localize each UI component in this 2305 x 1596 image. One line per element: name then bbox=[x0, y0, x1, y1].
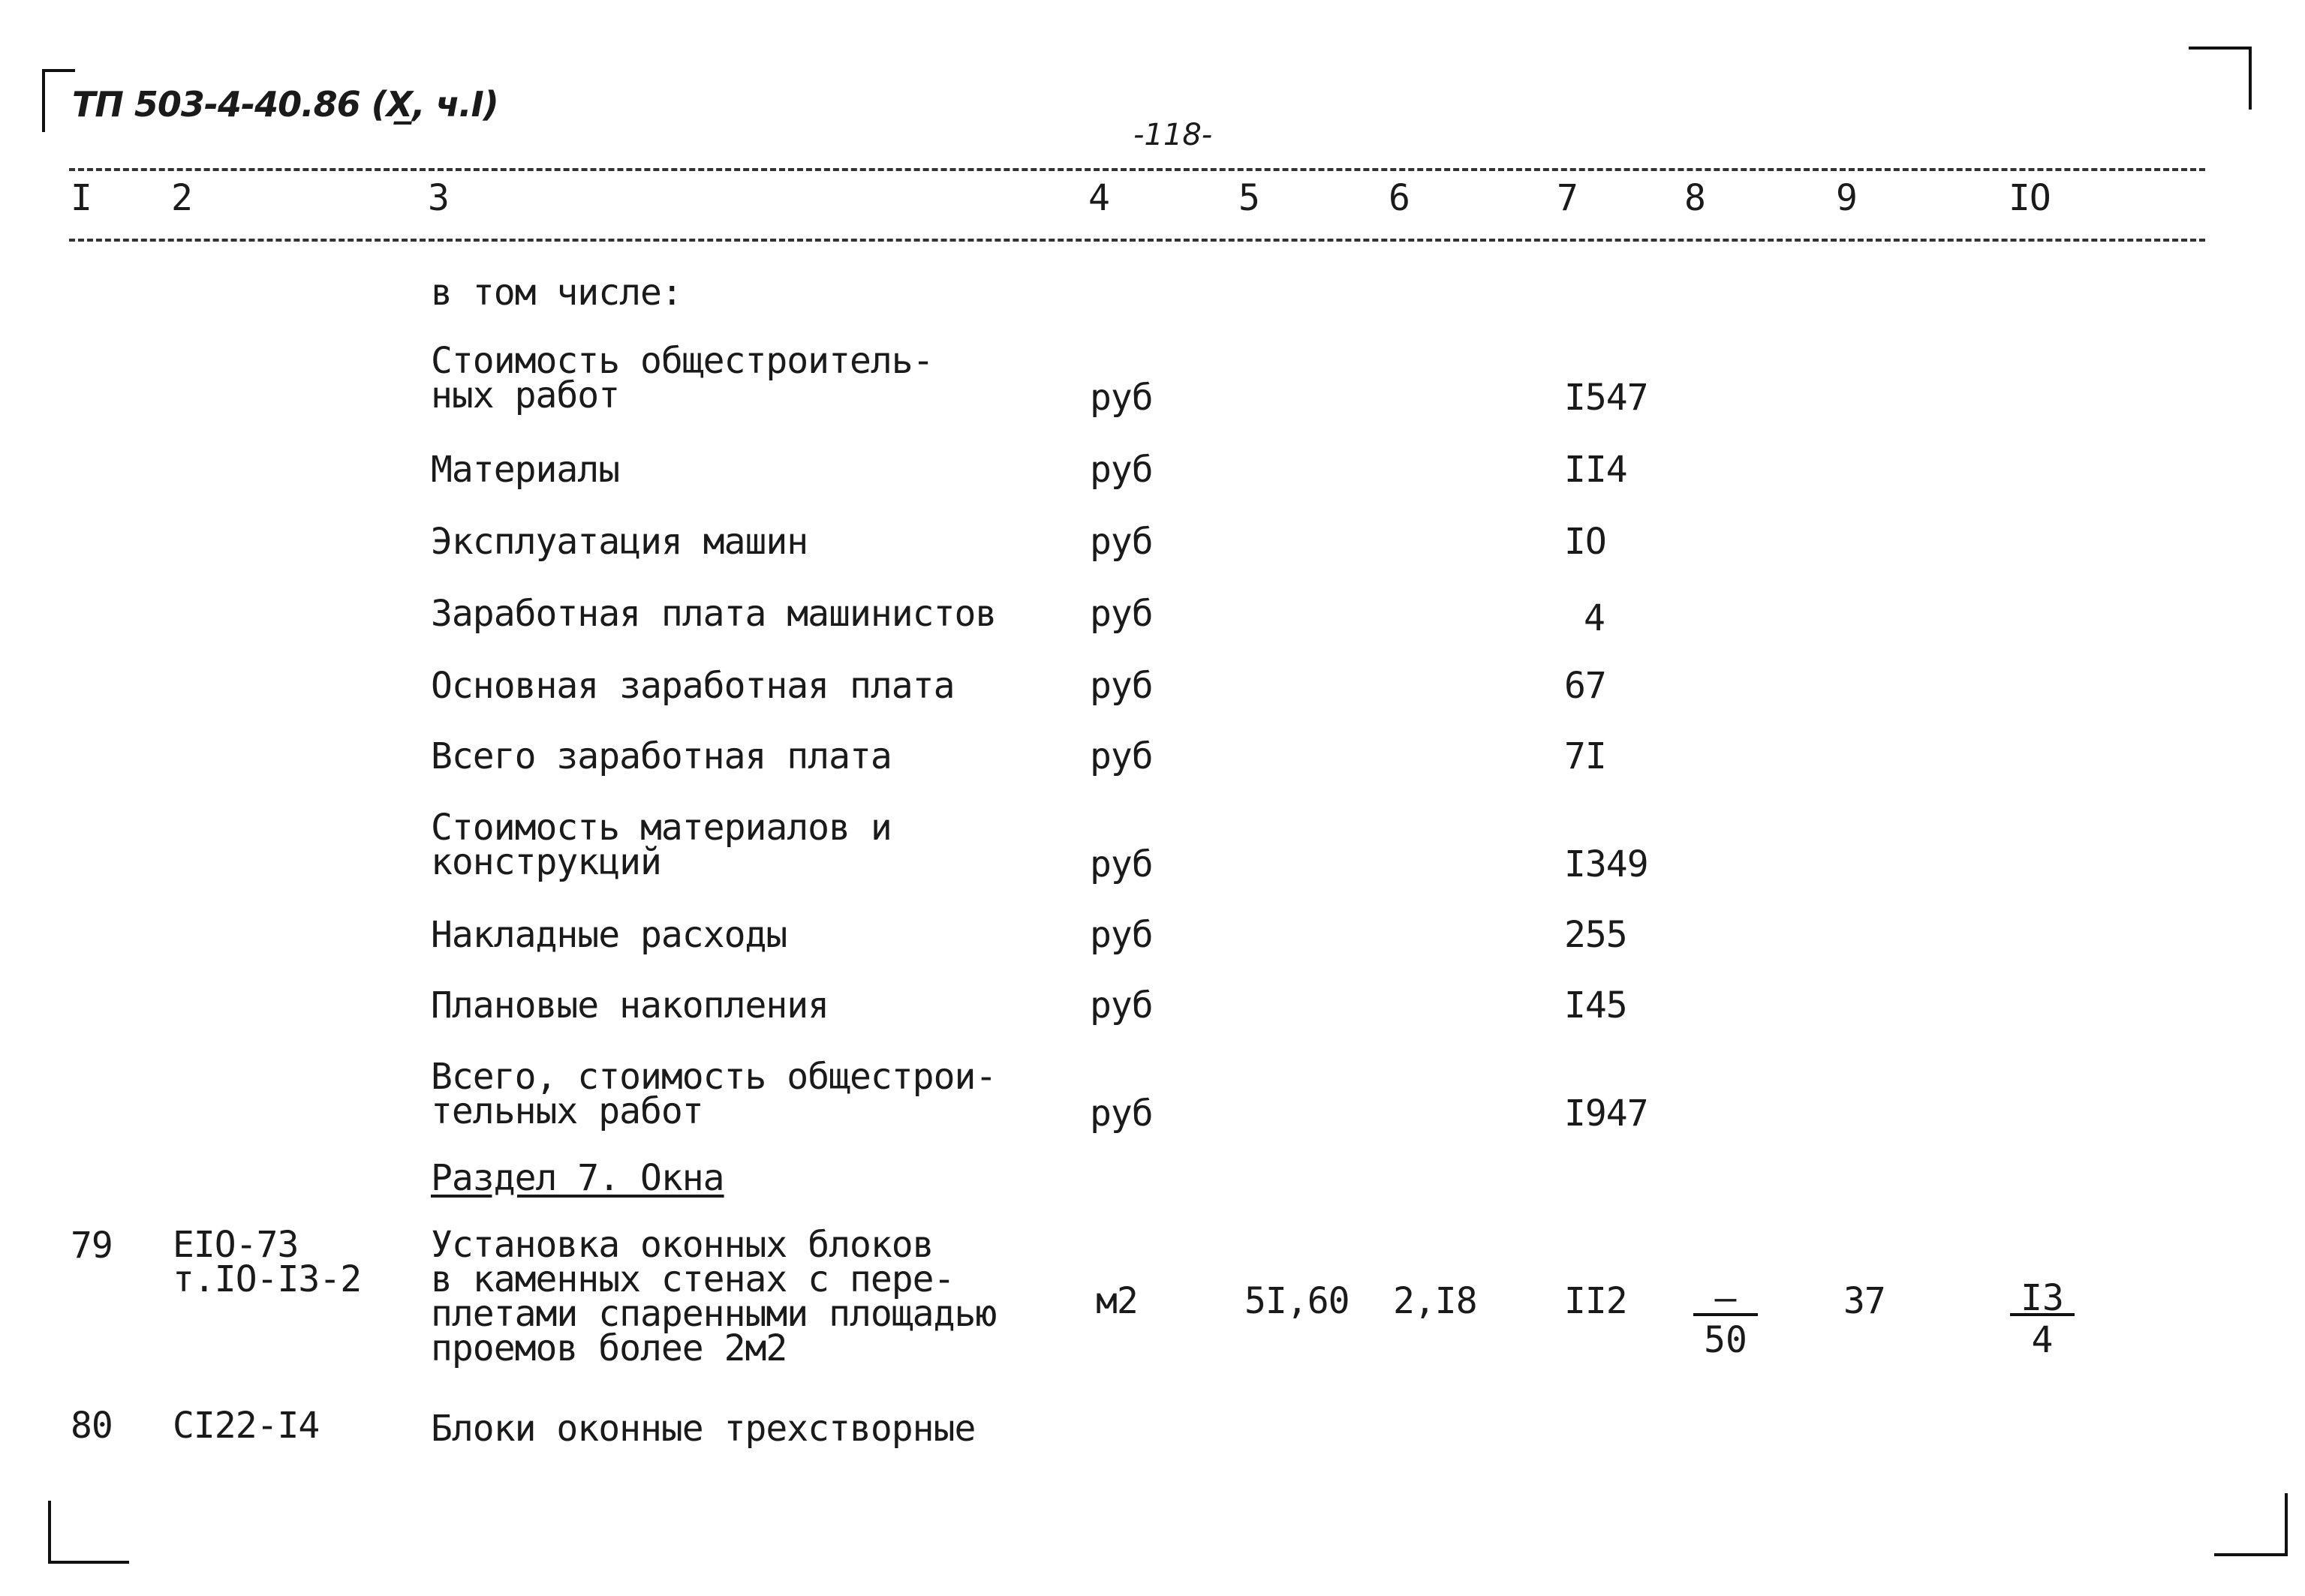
subtotal-row-value: I349 bbox=[1564, 843, 1648, 885]
frame-corner-top-left bbox=[42, 69, 75, 132]
item-col6: 2,I8 bbox=[1393, 1280, 1477, 1322]
item-code: ЕIO-73 т.IO-I3-2 bbox=[173, 1224, 362, 1300]
subtotal-row-unit: руб bbox=[1090, 521, 1153, 563]
frame-corner-bottom-left bbox=[48, 1501, 129, 1564]
subtotal-row-value: I947 bbox=[1564, 1093, 1648, 1135]
subtotal-row-value: I45 bbox=[1564, 984, 1627, 1026]
column-header-4: 4 bbox=[1088, 177, 1109, 219]
frame-corner-top-right bbox=[2189, 47, 2252, 110]
subtotal-row-name: Стоимость материалов и конструкций bbox=[431, 807, 892, 883]
item-number: 80 bbox=[71, 1405, 113, 1447]
subtotal-row-value: IO bbox=[1564, 521, 1606, 563]
item-col9: 37 bbox=[1843, 1280, 1885, 1322]
subtotal-row-value: 7I bbox=[1564, 735, 1606, 777]
column-header-3: 3 bbox=[428, 177, 449, 219]
subtotal-row-name: Материалы bbox=[431, 449, 620, 491]
subtotal-row-unit: руб bbox=[1090, 1093, 1153, 1135]
subtotal-row-name: Всего, стоимость общестрои- тельных работ bbox=[431, 1056, 997, 1132]
column-header-6: 6 bbox=[1389, 177, 1410, 219]
item-col10-denominator: 4 bbox=[2031, 1319, 2054, 1361]
subtotal-row-value: I547 bbox=[1564, 377, 1648, 419]
subtotal-row-name: Эксплуатация машин bbox=[431, 521, 808, 563]
subtotal-row-name: Плановые накопления bbox=[431, 984, 829, 1026]
subtotal-row-unit: руб bbox=[1090, 593, 1153, 635]
page-number: -118- bbox=[1133, 118, 1213, 152]
header-rule-top bbox=[69, 168, 2205, 171]
subtotal-row-name: Накладные расходы bbox=[431, 914, 787, 956]
subtotal-row-unit: руб bbox=[1090, 735, 1153, 777]
subtotal-row-name: Стоимость общестроитель- ных работ bbox=[431, 340, 934, 416]
subtotal-row-unit: руб bbox=[1090, 914, 1153, 956]
column-header-5: 5 bbox=[1238, 177, 1259, 219]
subtotal-row-unit: руб bbox=[1090, 377, 1153, 419]
frame-corner-bottom-right bbox=[2214, 1493, 2288, 1556]
column-header-9: 9 bbox=[1836, 177, 1857, 219]
column-header-10: IO bbox=[2009, 177, 2051, 219]
subtotal-row-value: 255 bbox=[1564, 914, 1627, 956]
item-number: 79 bbox=[71, 1225, 113, 1267]
item-col8-denominator: 50 bbox=[1704, 1319, 1747, 1361]
item-col5: 5I,60 bbox=[1244, 1280, 1350, 1322]
item-col10-numerator: I3 bbox=[2010, 1283, 2075, 1316]
item-unit: м2 bbox=[1096, 1280, 1138, 1322]
subtotal-row-unit: руб bbox=[1090, 449, 1153, 491]
item-name: Установка оконных блоков в каменных стенах с пере- плетами спаренными площадью проемов более 2м2 bbox=[431, 1224, 997, 1369]
item-col8-fraction bbox=[1693, 1277, 1758, 1361]
column-header-8: 8 bbox=[1684, 177, 1705, 219]
subtotal-row-name: Всего заработная плата bbox=[431, 735, 892, 777]
column-header-1: I bbox=[71, 177, 92, 219]
section-title: Раздел 7. Окна bbox=[431, 1157, 724, 1199]
subtotal-row-name: Заработная плата машинистов bbox=[431, 593, 997, 635]
subtotal-row-value: 67 bbox=[1564, 665, 1606, 707]
item-name: Блоки оконные трехстворные bbox=[431, 1408, 976, 1450]
item-col8-numerator: – bbox=[1693, 1283, 1758, 1316]
subtotal-row-value: 4 bbox=[1584, 597, 1605, 639]
column-header-7: 7 bbox=[1557, 177, 1578, 219]
item-col10-fraction bbox=[2010, 1277, 2075, 1361]
subtotal-intro: в том числе: bbox=[431, 272, 682, 314]
subtotal-row-unit: руб bbox=[1090, 984, 1153, 1026]
subtotal-row-value: II4 bbox=[1564, 449, 1627, 491]
subtotal-row-unit: руб bbox=[1090, 665, 1153, 707]
item-col7: II2 bbox=[1564, 1280, 1627, 1322]
subtotal-row-name: Основная заработная плата bbox=[431, 665, 955, 707]
header-rule-bottom bbox=[69, 239, 2205, 242]
document-code: ТП 503-4-40.86 (Х̲, ч.I) bbox=[72, 84, 498, 125]
column-header-2: 2 bbox=[171, 177, 192, 219]
item-code: СI22-I4 bbox=[173, 1405, 320, 1447]
subtotal-row-unit: руб bbox=[1090, 843, 1153, 885]
